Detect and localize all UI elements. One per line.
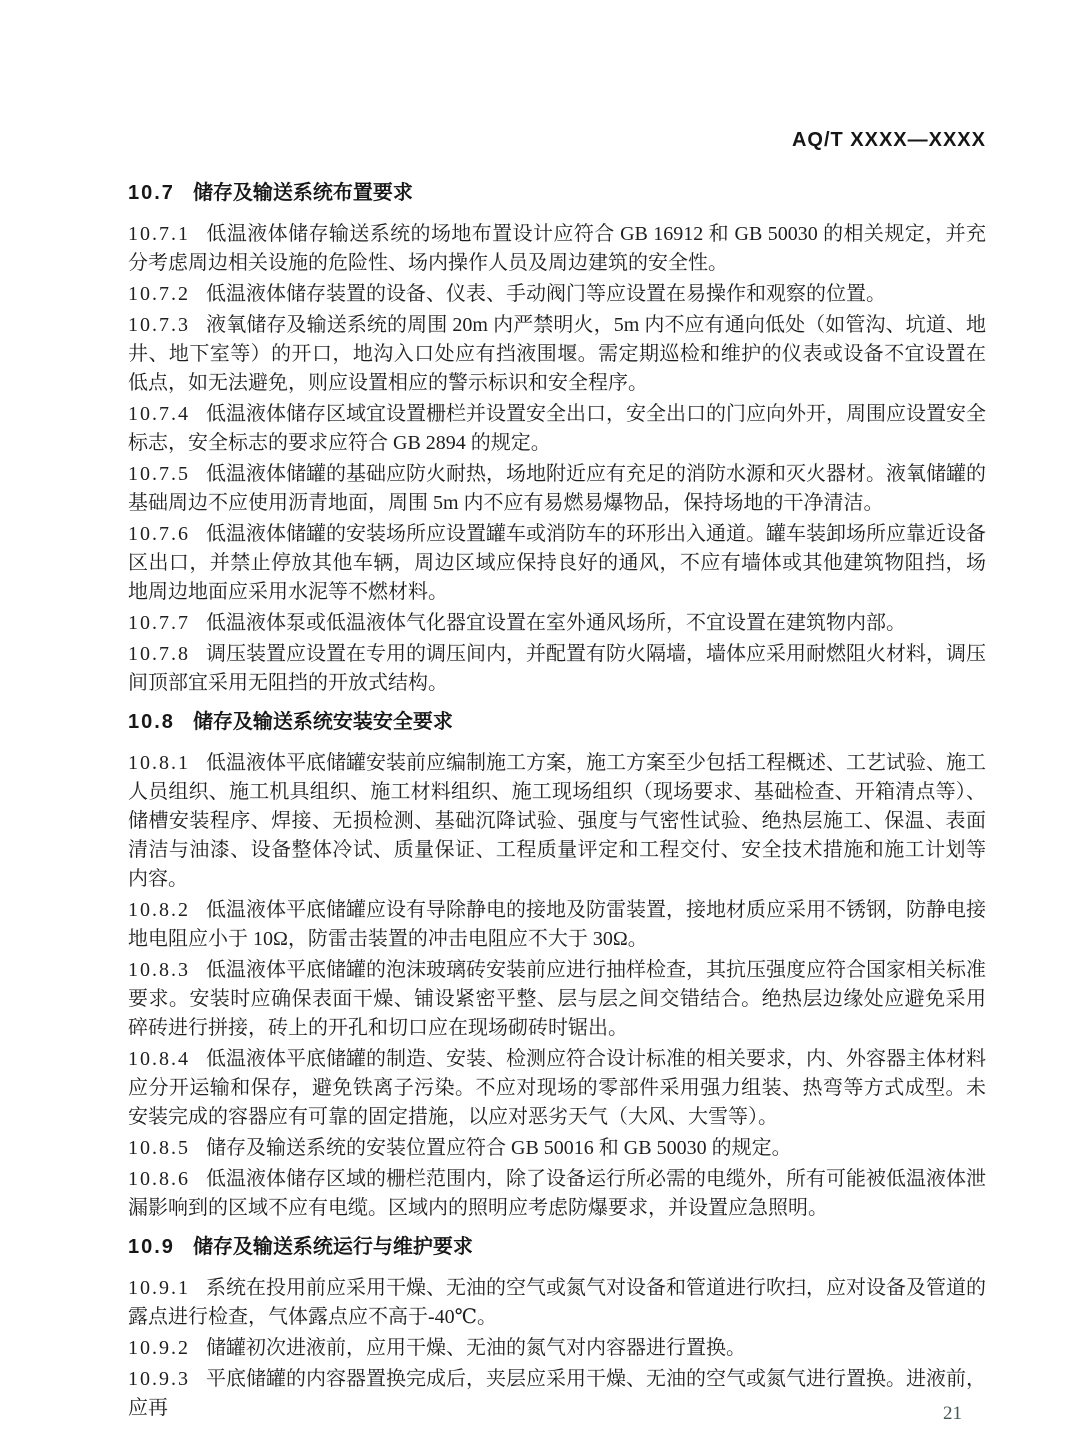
clause-text: 调压装置应设置在专用的调压间内，并配置有防火隔墙，墙体应采用耐燃阻火材料，调压间顶部宜采用无阻挡的开放式结构。 (128, 643, 986, 694)
clause-number: 10.7.3 (128, 314, 190, 336)
clause-number: 10.7.1 (128, 223, 190, 245)
clause-number: 10.9.2 (128, 1337, 190, 1359)
clause-text: 低温液体储罐的安装场所应设置罐车或消防车的环形出入通道。罐车装卸场所应靠近设备区出口，并禁止停放其他车辆，周边区域应保持良好的通风，不应有墙体或其他建筑物阻挡，场地周边地面应采用水泥等不燃材料。 (128, 523, 986, 603)
clause-number: 10.7.7 (128, 612, 190, 634)
clause-paragraph (128, 1045, 986, 1132)
clause-paragraph (128, 956, 986, 1043)
page-number: 21 (943, 1403, 962, 1424)
clause-paragraph (128, 640, 986, 698)
clause-text: 低温液体平底储罐的制造、安装、检测应符合设计标准的相关要求，内、外容器主体材料应分开运输和保存，避免铁离子污染。不应对现场的零部件采用强力组装、热弯等方式成型。未安装完成的容器应有可靠的固定措施，以应对恶劣天气（大风、大雪等）。 (128, 1048, 986, 1128)
clause-text: 低温液体平底储罐的泡沫玻璃砖安装前应进行抽样检查，其抗压强度应符合国家相关标准要求。安装时应确保表面干燥、铺设紧密平整、层与层之间交错结合。绝热层边缘处应避免采用碎砖进行拼接，砖上的开孔和切口应在现场砌砖时锯出。 (128, 959, 986, 1039)
clause-number: 10.9.3 (128, 1368, 190, 1390)
clause-text: 低温液体泵或低温液体气化器宜设置在室外通风场所，不宜设置在建筑物内部。 (206, 612, 906, 634)
section-title: 储存及输送系统布置要求 (192, 182, 413, 204)
clause-paragraph (128, 609, 986, 638)
clause-text: 储存及输送系统的安装位置应符合 GB 50016 和 GB 50030 的规定。 (206, 1137, 792, 1159)
clause-text: 低温液体储存区域的栅栏范围内，除了设备运行所必需的电缆外，所有可能被低温液体泄漏影响到的区域不应有电缆。区域内的照明应考虑防爆要求，并设置应急照明。 (128, 1168, 986, 1219)
clause-text: 低温液体平底储罐应设有导除静电的接地及防雷装置，接地材质应采用不锈钢，防静电接地电阻应小于 10Ω，防雷击装置的冲击电阻应不大于 30Ω。 (128, 899, 986, 950)
section (128, 181, 986, 698)
clause-paragraph (128, 400, 986, 458)
clause-number: 10.8.2 (128, 899, 190, 921)
clause-paragraph (128, 1165, 986, 1223)
running-header: AQ/T XXXX—XXXX (791, 129, 986, 151)
clause-number: 10.7.6 (128, 523, 190, 545)
clause-number: 10.7.4 (128, 403, 190, 425)
clause-text: 低温液体储存区域宜设置栅栏并设置安全出口，安全出口的门应向外开，周围应设置安全标志，安全标志的要求应符合 GB 2894 的规定。 (128, 403, 986, 454)
clause-number: 10.7.5 (128, 463, 190, 485)
clause-number: 10.8.6 (128, 1168, 190, 1190)
section-heading (128, 181, 986, 206)
clause-number: 10.7.2 (128, 283, 190, 305)
clause-number: 10.8.4 (128, 1048, 190, 1070)
section-clauses (128, 749, 986, 1223)
clause-paragraph (128, 1274, 986, 1332)
clause-paragraph (128, 311, 986, 398)
clause-text: 低温液体储罐的基础应防火耐热，场地附近应有充足的消防水源和灭火器材。液氧储罐的基础周边不应使用沥青地面，周围 5m 内不应有易燃易爆物品，保持场地的干净清洁。 (128, 463, 986, 514)
clause-text: 低温液体储存输送系统的场地布置设计应符合 GB 16912 和 GB 50030 的相关规定，并充分考虑周边相关设施的危险性、场内操作人员及周边建筑的安全性。 (128, 223, 986, 274)
clause-number: 10.8.5 (128, 1137, 190, 1159)
clause-paragraph (128, 280, 986, 309)
clause-paragraph (128, 1334, 986, 1363)
section-number: 10.8 (128, 711, 175, 733)
section (128, 710, 986, 1223)
section (128, 1235, 986, 1423)
clause-number: 10.8.3 (128, 959, 190, 981)
clause-number: 10.8.1 (128, 752, 190, 774)
section-clauses (128, 220, 986, 698)
clause-paragraph (128, 520, 986, 607)
clause-paragraph (128, 220, 986, 278)
clause-paragraph (128, 460, 986, 518)
section-number: 10.7 (128, 182, 175, 204)
clause-text: 液氧储存及输送系统的周围 20m 内严禁明火，5m 内不应有通向低处（如管沟、坑道、地井、地下室等）的开口，地沟入口处应有挡液围堰。需定期巡检和维护的仪表或设备不宜设置在低点，如无法避免，则应设置相应的警示标识和安全程序。 (128, 314, 986, 394)
section-title: 储存及输送系统运行与维护要求 (192, 1236, 473, 1258)
clause-text: 储罐初次进液前，应用干燥、无油的氮气对内容器进行置换。 (206, 1337, 746, 1359)
clause-number: 10.9.1 (128, 1277, 190, 1299)
section-number: 10.9 (128, 1236, 175, 1258)
clause-paragraph (128, 896, 986, 954)
clause-paragraph (128, 1134, 986, 1163)
clause-paragraph (128, 1365, 986, 1423)
document-body (128, 181, 986, 1423)
clause-paragraph (128, 749, 986, 894)
section-clauses (128, 1274, 986, 1423)
clause-text: 系统在投用前应采用干燥、无油的空气或氮气对设备和管道进行吹扫，应对设备及管道的露点进行检查，气体露点应不高于-40℃。 (128, 1277, 986, 1328)
clause-text: 低温液体储存装置的设备、仪表、手动阀门等应设置在易操作和观察的位置。 (206, 283, 886, 305)
clause-number: 10.7.8 (128, 643, 190, 665)
clause-text: 平底储罐的内容器置换完成后，夹层应采用干燥、无油的空气或氮气进行置换。进液前，应再 (128, 1368, 986, 1419)
section-title: 储存及输送系统安装安全要求 (192, 711, 453, 733)
clause-text: 低温液体平底储罐安装前应编制施工方案，施工方案至少包括工程概述、工艺试验、施工人员组织、施工机具组织、施工材料组织、施工现场组织（现场要求、基础检查、开箱清点等）、储槽安装程序、焊接、无损检测、基础沉降试验、强度与气密性试验、绝热层施工、保温、表面清洁与油漆、设备整体冷试、质量保证、工程质量评定和工程交付、安全技术措施和施工计划等内容。 (128, 752, 986, 890)
section-heading (128, 1235, 986, 1260)
section-heading (128, 710, 986, 735)
